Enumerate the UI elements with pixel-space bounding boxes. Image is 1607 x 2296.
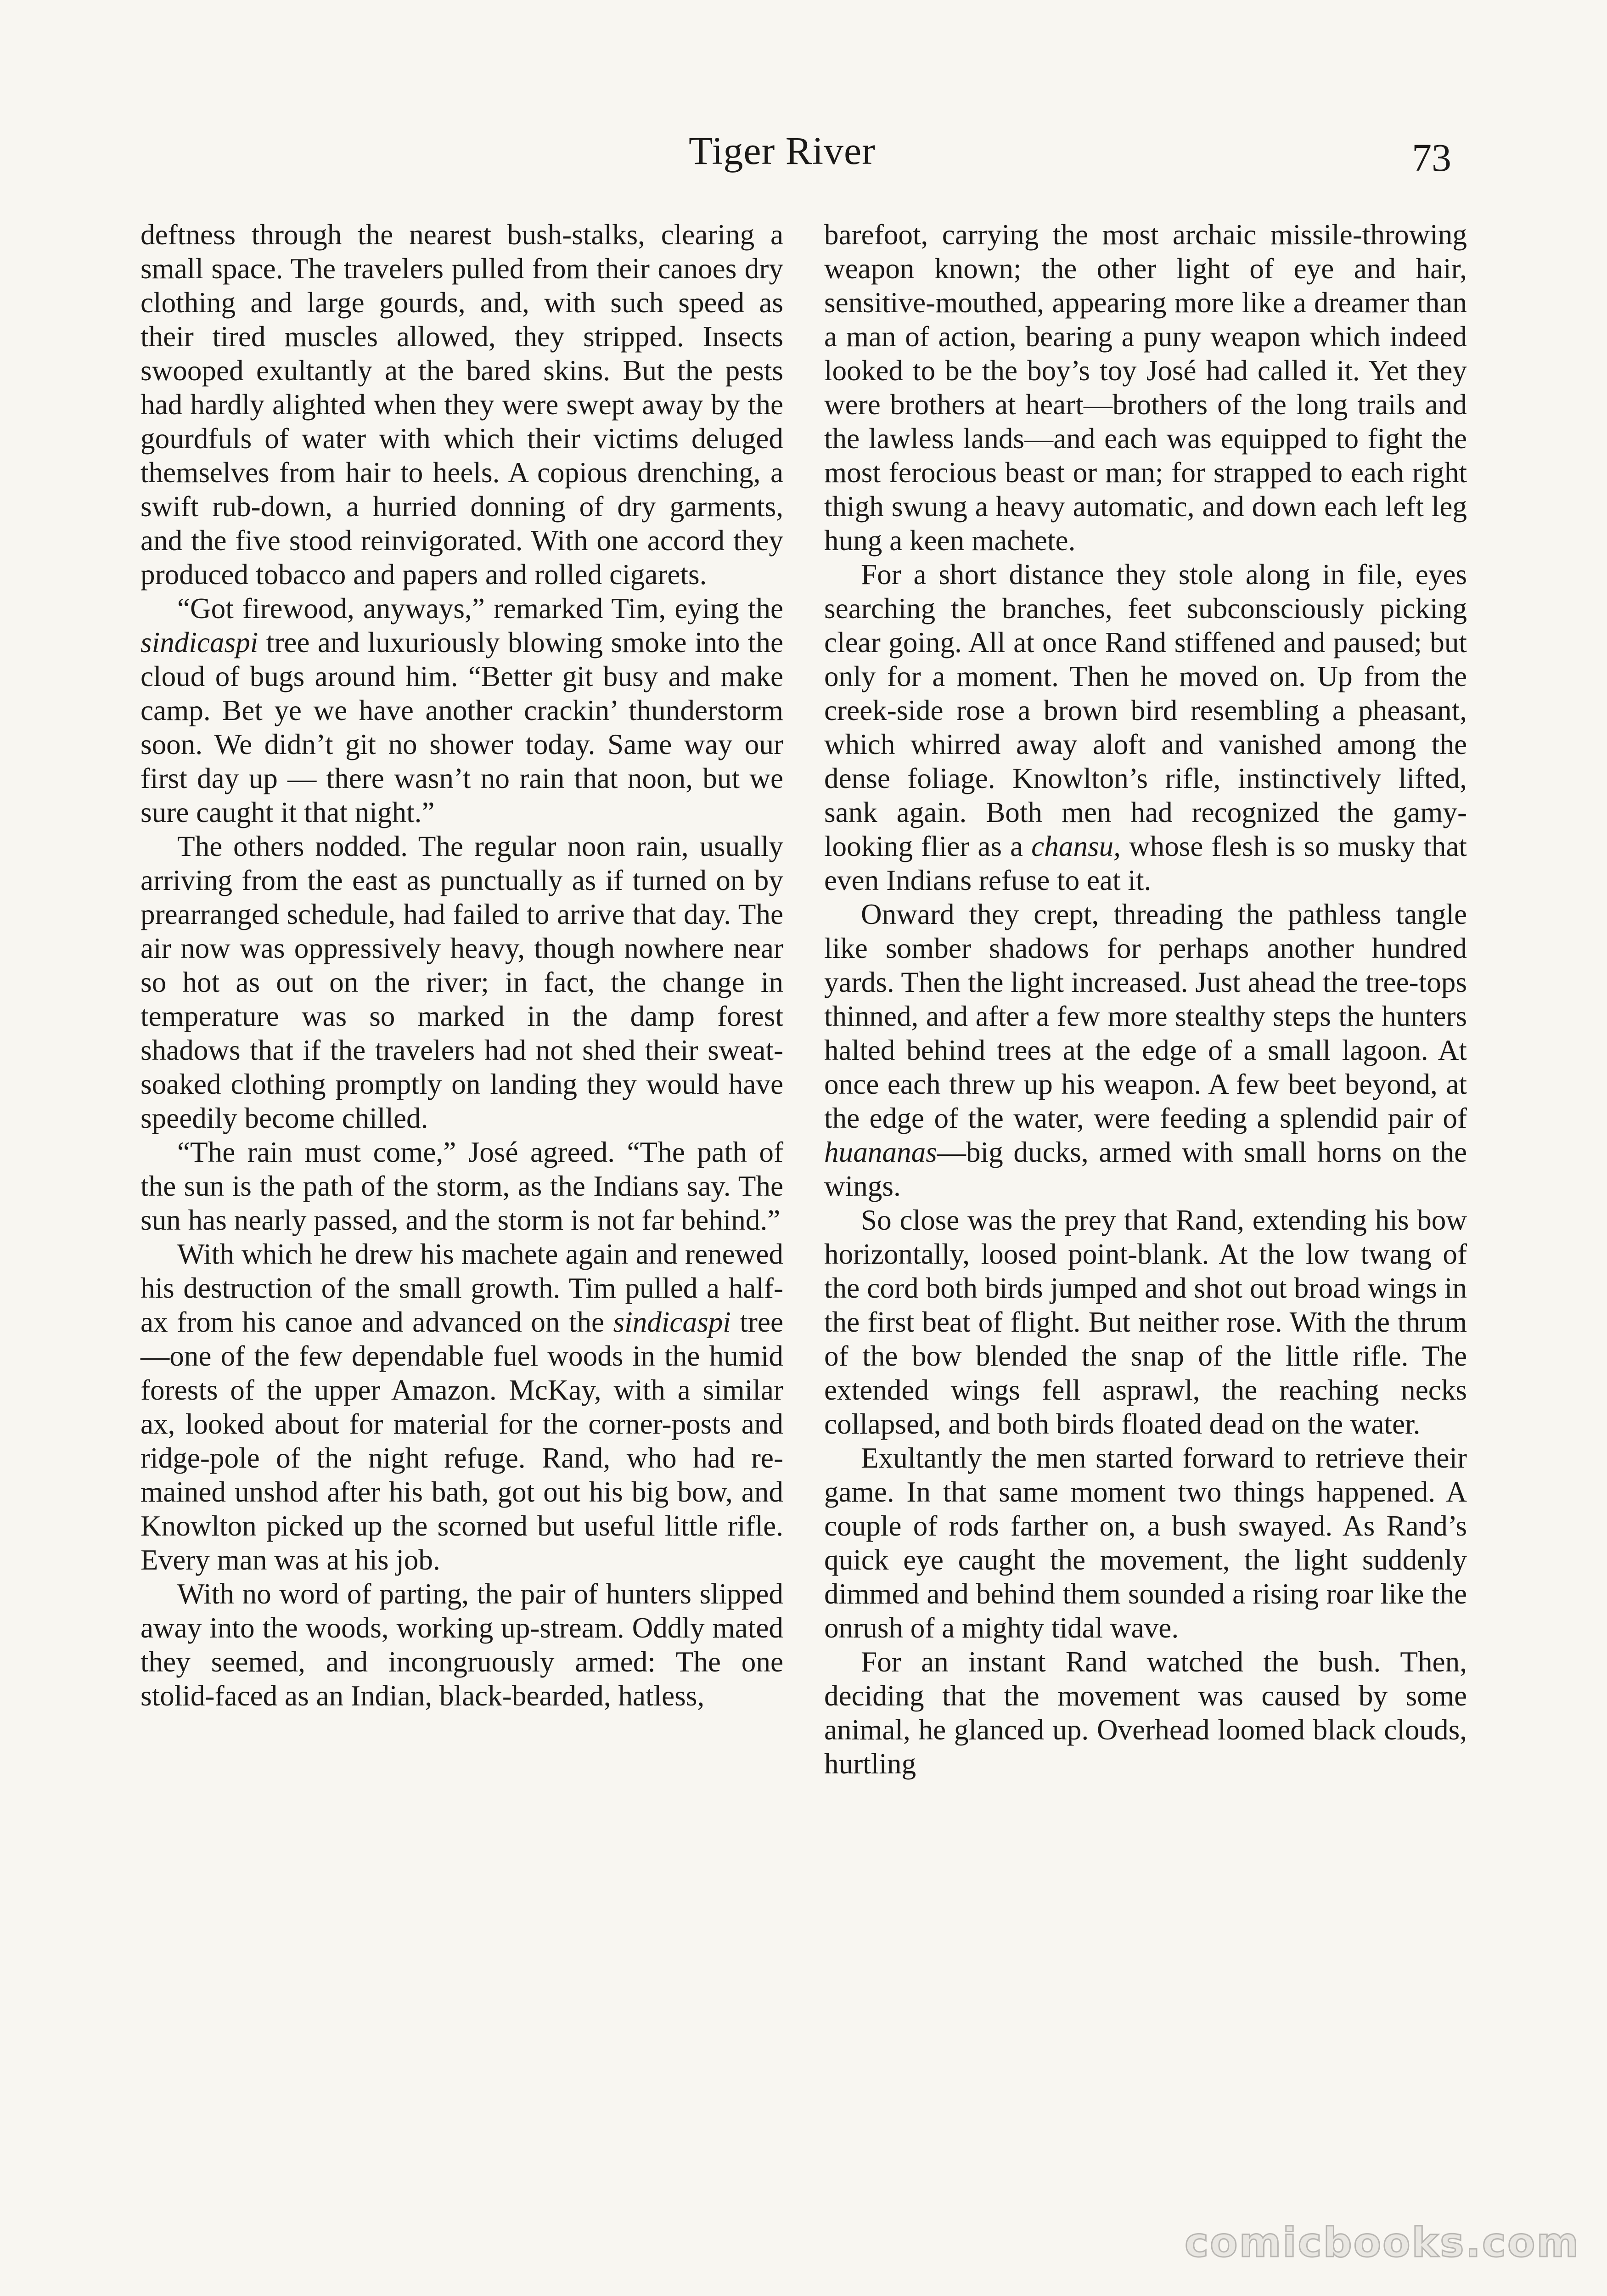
text-column-right	[824, 218, 1467, 1781]
paragraph	[140, 1237, 783, 1577]
paragraph	[824, 557, 1467, 897]
text-run: barefoot, carrying the most archaic missile-throwing weapon known; the other light of eye and hair, sensitive-mouthed, appearing more like a dreamer than a man of action, bearing a puny weapon which indeed looked to be the boy’s toy José had called it. Yet they were brothers at heart—brothers of the long trails and the lawless lands—and each was equipped to fight the most ferocious beast or man; for strapped to each right thigh swung a heavy automatic, and down each left leg hung a keen machete.	[824, 219, 1467, 557]
italic-term: sindicaspi	[140, 626, 258, 658]
paragraph	[140, 829, 783, 1135]
paragraph	[824, 1203, 1467, 1441]
text-column-left	[140, 218, 783, 1713]
running-head-title: Tiger River	[689, 129, 876, 173]
paragraph	[140, 591, 783, 829]
paragraph	[824, 1645, 1467, 1781]
paragraph	[824, 897, 1467, 1203]
italic-term: huananas	[824, 1136, 937, 1168]
text-run: For an instant Rand watched the bush. Then, deciding that the movement was caused by some animal, he glanced up. Overhead loomed black clouds, hurtling	[824, 1646, 1467, 1780]
paragraph	[140, 218, 783, 591]
paragraph	[824, 218, 1467, 557]
text-run: tree and luxuriously blowing smoke into the cloud of bugs around him. “Better git busy and make camp. Bet ye we have another crackin’ thunderstorm soon. We didn’t git no shower today. Same way our first day up — there wasn’t no rain that noon, but we sure caught it that night.”	[140, 626, 783, 828]
text-run: tree—one of the few dependable fuel woods in the humid forests of the upper Amazon. McKay, with a similar ax, looked about for material for the corner-posts and ridge-pole of the night refuge. Rand, who had remained unshod after his bath, got out his big bow, and Knowlton picked up the scorned but useful little rifle. Every man was at his job.	[140, 1306, 783, 1576]
text-run: Onward they crept, threading the pathless tangle like somber shadows for perhaps another hundred yards. Then the light increased. Just ahead the tree-tops thinned, and after a few more stealthy steps the hunters halted behind trees at the edge of a small lagoon. At once each threw up his weapon. A few beet beyond, at the edge of the water, were feeding a splendid pair of	[824, 898, 1467, 1134]
watermark-logo: comicbooks.com	[1185, 2219, 1580, 2266]
text-run: Exultantly the men started forward to retrieve their game. In that same moment two things happened. A couple of rods farther on, a bush swayed. As Rand’s quick eye caught the movement, the light suddenly dimmed and behind them sounded a rising roar like the onrush of a mighty tidal wave.	[824, 1442, 1467, 1644]
text-run: whose flesh is so musky that even Indians refuse to eat it.	[824, 830, 1467, 896]
text-run: With no word of parting, the pair of hunters slipped away into the woods, working up-stream. Oddly mated they seemed, and incongruously armed: The one stolid-faced as an Indian, black-bearded, hatless,	[140, 1578, 783, 1712]
text-run: “Got firewood, anyways,” remarked Tim, eying the	[177, 592, 783, 625]
paragraph	[824, 1441, 1467, 1645]
text-run: The others nodded. The regular noon rain, usually arriving from the east as punctually as if turned on by prearranged schedule, had failed to arrive that day. The air now was oppressively heavy, though nowhere near so hot as out on the river; in fact, the change in temperature was so marked in the damp forest shadows that if the travelers had not shed their sweat-soaked clothing promptly on landing they would have speedily become chilled.	[140, 830, 783, 1134]
text-run: —big ducks, armed with small horns on the wings.	[824, 1136, 1467, 1202]
text-run: So close was the prey that Rand, extending his bow horizontally, loosed point-blank. At the low twang of the cord both birds jumped and shot out broad wings in the first beat of flight. But neither rose. With the thrum of the bow blended the snap of the little rifle. The extended wings fell asprawl, the reaching necks collapsed, and both birds floated dead on the water.	[824, 1204, 1467, 1440]
page-number: 73	[1412, 135, 1451, 180]
italic-term: sindicaspi	[613, 1306, 731, 1338]
text-run: With which he drew his machete again and renewed his destruction of the small growth. Tim pulled a half-ax from his canoe and advanced on the	[140, 1238, 783, 1338]
paragraph	[140, 1135, 783, 1237]
text-run: For a short distance they stole along in file, eyes searching the branches, feet subconsciously picking clear going. All at once Rand stiffened and paused; but only for a moment. Then he moved on. Up from the creek-side rose a brown bird resembling a pheasant, which whirred away aloft and vanished among the dense foliage. Knowlton’s rifle, instinctively lifted, sank again. Both men had recognized the gamy-looking flier as a	[824, 558, 1467, 862]
italic-term: chansu,	[1031, 830, 1121, 862]
text-run: deftness through the nearest bush-stalks, clearing a small space. The travelers pulled from their canoes dry clothing and large gourds, and, with such speed as their tired muscles allowed, they stripped. Insects swooped exultantly at the bared skins. But the pests had hardly alighted when they were swept away by the gourdfuls of water with which their victims deluged themselves from hair to heels. A copious drenching, a swift rub-down, a hurried donning of dry garments, and the five stood reinvigorated. With one accord they produced tobacco and papers and rolled cigarets.	[140, 219, 783, 591]
text-run: “The rain must come,” José agreed. “The path of the sun is the path of the storm, as the Indians say. The sun has nearly passed, and the storm is not far behind.”	[140, 1136, 783, 1236]
paragraph	[140, 1577, 783, 1713]
